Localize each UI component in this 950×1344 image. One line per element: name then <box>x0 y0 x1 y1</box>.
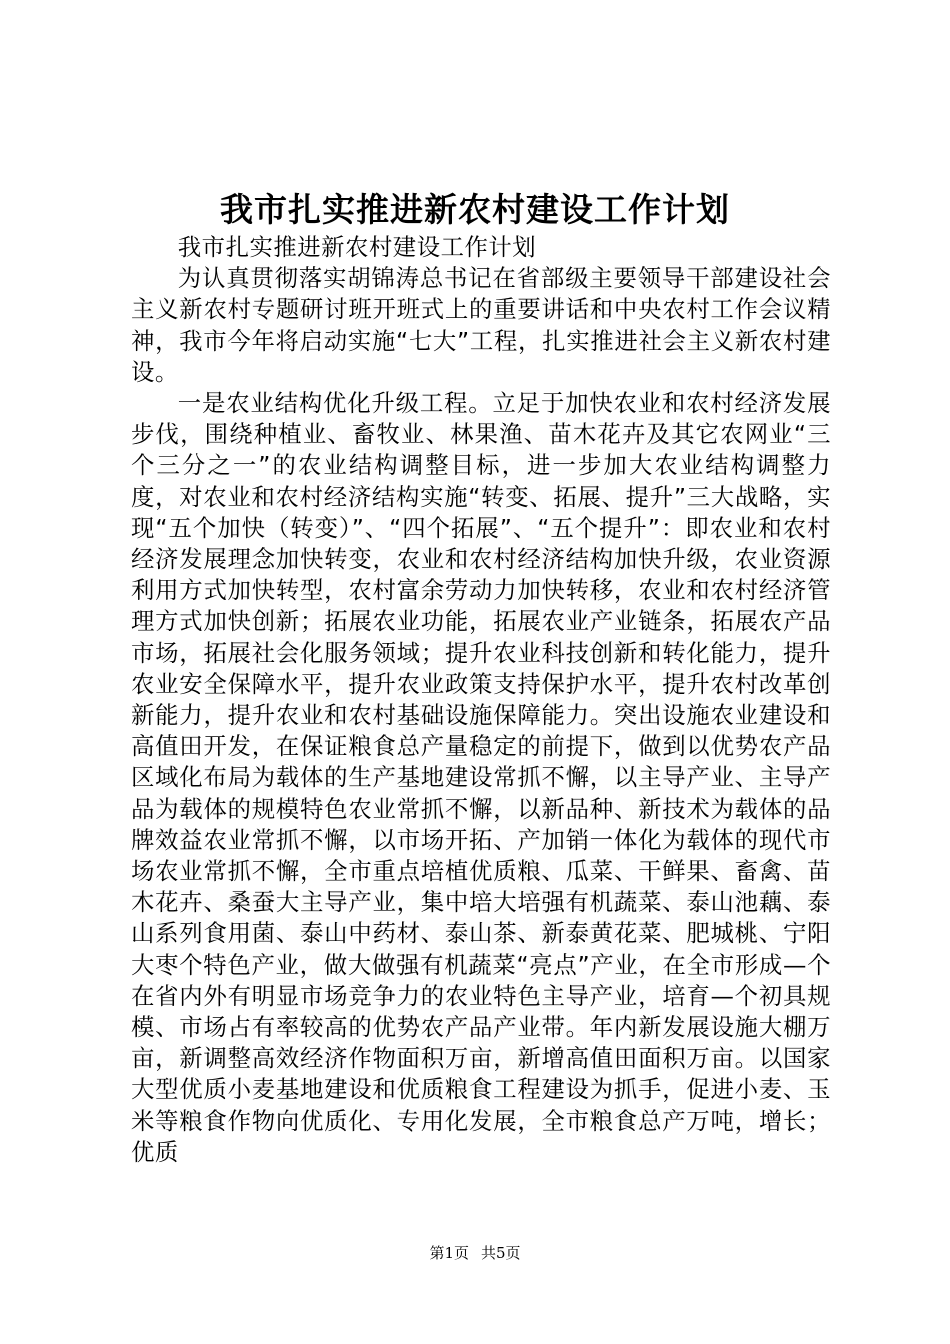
paragraph-intro: 为认真贯彻落实胡锦涛总书记在省部级主要领导干部建设社会主义新农村专题研讨班开班式上的重要讲话和中央农村工作会议精神，我市今年将启动实施“七大”工程，扎实推进社会主义新农村建设。 <box>131 264 831 386</box>
page-number: 第1页 <box>429 1244 469 1262</box>
page-footer <box>0 1241 950 1265</box>
page-total: 共5页 <box>481 1244 521 1262</box>
document-body <box>131 232 831 1168</box>
paragraph-subtitle: 我市扎实推进新农村建设工作计划 <box>177 233 537 261</box>
paragraph-project-one: 一是农业结构优化升级工程。立足于加快农业和农村经济发展步伐，围绕种植业、畜牧业、林果渔、苗木花卉及其它农网业“三个三分之一”的农业结构调整目标，进一步加大农业结构调整力度，对农业和农村经济结构实施“转变、拓展、提升”三大战略，实现“五个加快（转变）”、“四个拓展”、“五个提升”：即农业和农村经济发展理念加快转变，农业和农村经济结构加快升级，农业资源利用方式加快转型，农村富余劳动力加快转移，农业和农村经济管理方式加快创新；拓展农业功能，拓展农业产业链条，拓展农产品市场，拓展社会化服务领域；提升农业科技创新和转化能力，提升农业安全保障水平，提升农业政策支持保护水平，提升农村改革创新能力，提升农业和农村基础设施保障能力。突出设施农业建设和高值田开发，在保证粮食总产量稳定的前提下，做到以优势农产品区域化布局为载体的生产基地建设常抓不懈，以主导产业、主导产品为载体的规模特色农业常抓不懈，以新品种、新技术为载体的品牌效益农业常抓不懈，以市场开拓、产加销一体化为载体的现代市场农业常抓不懈，全市重点培植优质粮、瓜菜、干鲜果、畜禽、苗木花卉、桑蚕大主导产业，集中培大培强有机蔬菜、泰山池藕、泰山系列食用菌、泰山中药材、泰山茶、新泰黄花菜、肥城桃、宁阳大枣个特色产业，做大做强有机蔬菜“亮点”产业，在全市形成—个在省内外有明显市场竞争力的农业特色主导产业，培育—个初具规模、市场占有率较高的优势农产品产业带。年内新发展设施大棚万亩，新调整高效经济作物面积万亩，新增高值田面积万亩。以国家大型优质小麦基地建设和优质粮食工程建设为抓手，促进小麦、玉米等粮食作物向优质化、专用化发展，全市粮食总产万吨，增长；优质 <box>131 389 831 1166</box>
document-title: 我市扎实推进新农村建设工作计划 <box>220 190 730 229</box>
